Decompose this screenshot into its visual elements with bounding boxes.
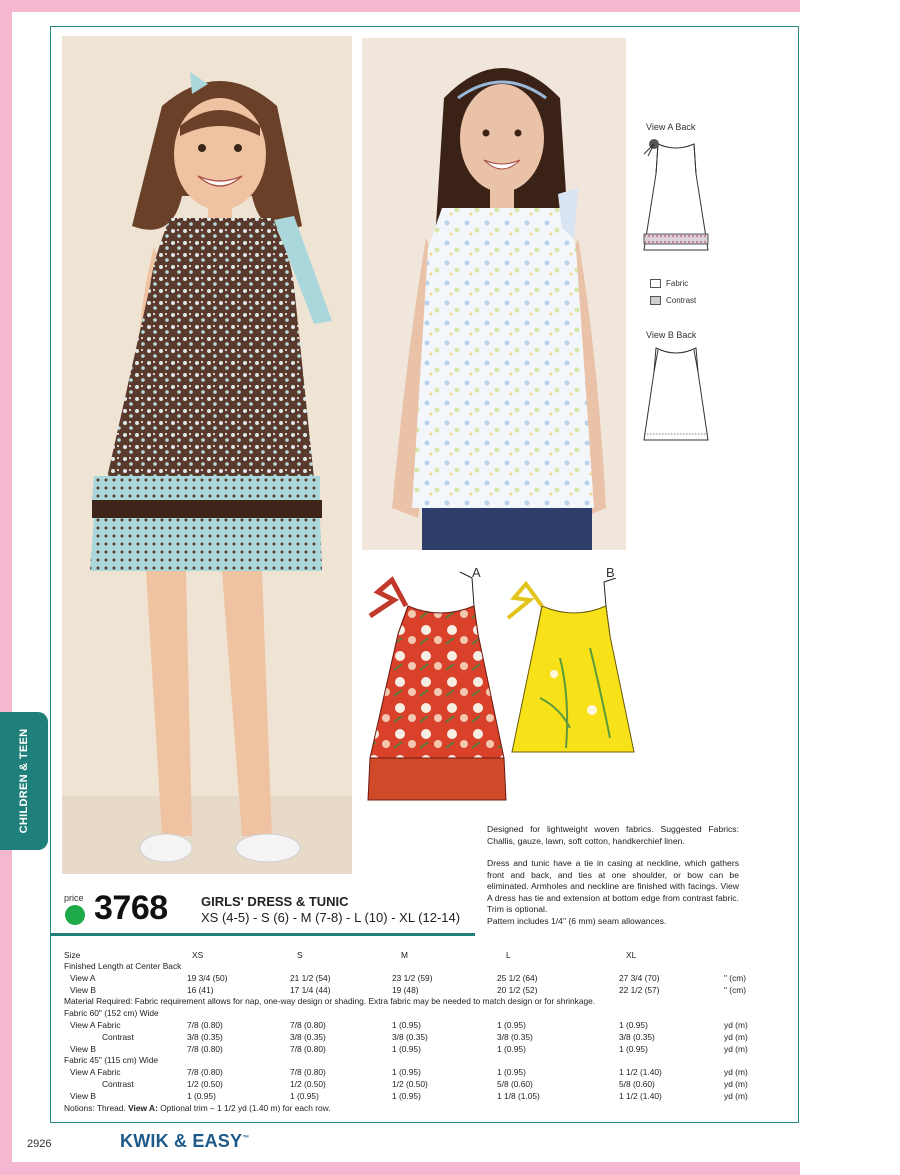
size-col-m: M <box>401 950 408 960</box>
view-b-letter: B <box>606 565 615 580</box>
size-col-xs: XS <box>192 950 204 960</box>
table-row-unit: yd (m) <box>724 1079 748 1089</box>
table-row-unit: " (cm) <box>724 973 747 983</box>
table-cell: 22 1/2 (57) <box>619 985 660 995</box>
table-cell: 5/8 (0.60) <box>619 1079 655 1089</box>
category-tab[interactable] <box>0 712 48 850</box>
pattern-number: 3768 <box>94 889 168 927</box>
photo-girl-dress <box>62 36 352 874</box>
table-cell: 1 (0.95) <box>392 1091 421 1101</box>
table-cell: 7/8 (0.80) <box>290 1020 326 1030</box>
table-row-label: View B <box>70 985 96 995</box>
table-cell: 1/2 (0.50) <box>187 1079 223 1089</box>
table-cell: 1/2 (0.50) <box>392 1079 428 1089</box>
size-label: Size <box>64 950 81 960</box>
view-b-illustration <box>500 578 646 758</box>
table-cell: 1 1/8 (1.05) <box>497 1091 540 1101</box>
table-cell: 19 3/4 (50) <box>187 973 228 983</box>
finished-length-heading: Finished Length at Center Back <box>64 961 182 971</box>
table-cell: 1 (0.95) <box>619 1020 648 1030</box>
notions-prefix: Notions: Thread. <box>64 1103 129 1113</box>
table-cell: 1 (0.95) <box>392 1020 421 1030</box>
fabric-60-heading: Fabric 60" (152 cm) Wide <box>64 1008 159 1018</box>
description-seam: Pattern includes 1/4" (6 mm) seam allowances. <box>487 915 667 926</box>
view-a-back-sketch <box>636 134 716 258</box>
table-cell: 1/2 (0.50) <box>290 1079 326 1089</box>
table-cell: 1 (0.95) <box>497 1020 526 1030</box>
table-cell: 21 1/2 (54) <box>290 973 331 983</box>
table-cell: 1 1/2 (1.40) <box>619 1067 662 1077</box>
table-cell: 23 1/2 (59) <box>392 973 433 983</box>
table-row-unit: yd (m) <box>724 1091 748 1101</box>
table-cell: 7/8 (0.80) <box>290 1067 326 1077</box>
photo-girl-tunic-image <box>362 38 626 550</box>
table-cell: 3/8 (0.35) <box>290 1032 326 1042</box>
material-required-note: Material Required: Fabric requirement allows for nap, one-way design or shading. Extra fabric may be needed to match design or for shrinkage. <box>64 996 596 1006</box>
table-row-unit: yd (m) <box>724 1067 748 1077</box>
fabric-45-heading: Fabric 45" (115 cm) Wide <box>64 1055 159 1065</box>
table-cell: 1 (0.95) <box>290 1091 319 1101</box>
table-cell: 7/8 (0.80) <box>187 1020 223 1030</box>
category-tab-label: CHILDREN & TEEN <box>18 728 30 834</box>
brand-logo <box>120 1131 249 1152</box>
table-cell: 20 1/2 (52) <box>497 985 538 995</box>
view-b-back-label: View B Back <box>646 330 697 340</box>
table-row-label: View A <box>70 973 96 983</box>
notions-view: View A: <box>128 1103 158 1113</box>
pattern-description <box>487 824 739 927</box>
view-a-letter: A <box>472 565 481 580</box>
table-row-unit: yd (m) <box>724 1032 748 1042</box>
table-cell: 17 1/4 (44) <box>290 985 331 995</box>
top-border <box>0 0 800 12</box>
table-row-label: View B <box>70 1044 96 1054</box>
brand-name: KWIK & EASY <box>120 1131 243 1151</box>
legend-fabric-swatch <box>650 279 661 288</box>
table-row-label: Contrast <box>102 1032 134 1042</box>
left-border <box>0 0 12 1175</box>
table-row-label: Contrast <box>102 1079 134 1089</box>
view-a-back-label: View A Back <box>646 122 696 132</box>
table-cell: 3/8 (0.35) <box>392 1032 428 1042</box>
legend-contrast-label: Contrast <box>666 296 697 305</box>
size-col-xl: XL <box>626 950 637 960</box>
table-row-unit: yd (m) <box>724 1020 748 1030</box>
table-cell: 19 (48) <box>392 985 419 995</box>
notions-rest: Optional trim – 1 1/2 yd (1.40 m) for each row. <box>157 1103 331 1113</box>
price-dot <box>65 905 85 925</box>
legend-fabric-label: Fabric <box>666 279 689 288</box>
pattern-title: GIRLS' DRESS & TUNIC <box>201 894 349 909</box>
table-cell: 27 3/4 (70) <box>619 973 660 983</box>
header-rule <box>50 933 475 936</box>
table-cell: 1 (0.95) <box>497 1044 526 1054</box>
table-cell: 7/8 (0.80) <box>187 1067 223 1077</box>
photo-girl-dress-image <box>62 36 352 874</box>
table-cell: 25 1/2 (64) <box>497 973 538 983</box>
table-cell: 3/8 (0.35) <box>187 1032 223 1042</box>
pattern-sizes: XS (4-5) - S (6) - M (7-8) - L (10) - XL (12-14) <box>201 910 461 925</box>
bottom-border <box>0 1162 800 1175</box>
table-cell: 1 (0.95) <box>497 1067 526 1077</box>
table-cell: 5/8 (0.60) <box>497 1079 533 1089</box>
notions-line <box>64 1103 331 1113</box>
table-cell: 1 (0.95) <box>392 1067 421 1077</box>
description-fabrics: Designed for lightweight woven fabrics. Suggested Fabrics: Challis, gauze, lawn, soft cotton, handkerchief linen. <box>487 824 739 846</box>
description-details: Dress and tunic have a tie in casing at neckline, which gathers front and back, and ties at one shoulder, or bow can be eliminated. Armholes and neckline are finished with facings. View A dress has tie and extension at bottom edge from contrast fabric. Trim is optional. <box>487 858 739 914</box>
table-row-label: View A Fabric <box>70 1020 121 1030</box>
table-cell: 1 1/2 (1.40) <box>619 1091 662 1101</box>
table-cell: 1 (0.95) <box>619 1044 648 1054</box>
table-row-label: View A Fabric <box>70 1067 121 1077</box>
size-col-l: L <box>506 950 511 960</box>
size-col-s: S <box>297 950 303 960</box>
table-cell: 3/8 (0.35) <box>497 1032 533 1042</box>
table-row-label: View B <box>70 1091 96 1101</box>
table-cell: 1 (0.95) <box>187 1091 216 1101</box>
table-row-unit: yd (m) <box>724 1044 748 1054</box>
photo-girl-tunic <box>362 38 626 550</box>
table-cell: 16 (41) <box>187 985 214 995</box>
table-cell: 7/8 (0.80) <box>187 1044 223 1054</box>
legend-contrast-swatch <box>650 296 661 305</box>
table-cell: 7/8 (0.80) <box>290 1044 326 1054</box>
price-label: price <box>64 893 84 903</box>
brand-tm: ™ <box>242 1135 250 1142</box>
table-row-unit: " (cm) <box>724 985 747 995</box>
table-cell: 1 (0.95) <box>392 1044 421 1054</box>
view-b-back-sketch <box>636 342 716 446</box>
view-a-illustration <box>366 570 512 806</box>
table-cell: 3/8 (0.35) <box>619 1032 655 1042</box>
page-number: 2926 <box>27 1138 52 1150</box>
